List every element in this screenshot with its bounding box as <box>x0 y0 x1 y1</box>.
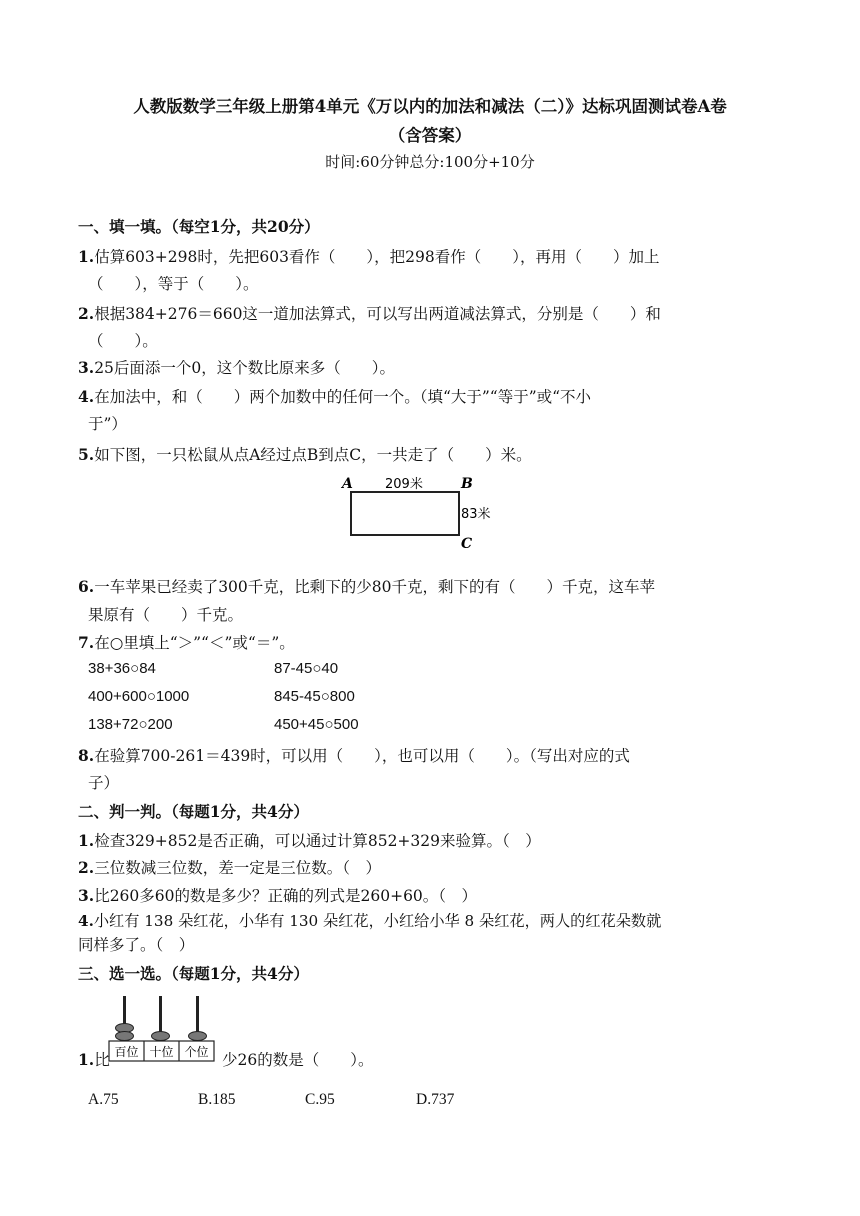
abacus-label-tens: 十位 <box>149 1045 174 1059</box>
s1-question-3 <box>78 356 395 378</box>
s2-question-4-line2: 同样多了。（ ） <box>78 936 195 954</box>
question-text: 小红有 138 朵红花，小华有 130 朵红花，小红给小华 8 朵红花，两人的红花朵数就 <box>93 912 662 930</box>
question-number: 5. <box>78 445 95 464</box>
question-number: 1. <box>78 1050 95 1069</box>
option-b: B.185 <box>198 1091 236 1108</box>
section1-heading: 一、填一填。（每空1分，共20分） <box>78 217 320 236</box>
s3-question-1-suffix: 少26的数是（ ）。 <box>222 1051 374 1069</box>
question-text: 比 <box>94 1051 110 1069</box>
option-c: C.95 <box>305 1091 335 1108</box>
question-text: 25后面添一个0，这个数比原来多（ ）。 <box>94 359 396 377</box>
question-number: 1. <box>78 247 95 266</box>
question-text: 估算603+298时，先把603看作（ ），把298看作（ ），再用（ ）加上 <box>94 248 660 266</box>
s1-question-6-line2: 果原有（ ）千克。 <box>88 606 244 624</box>
point-b-label: B <box>461 476 473 492</box>
s1-question-2 <box>78 302 661 324</box>
s1-question-6 <box>78 575 655 597</box>
question-number: 2. <box>78 858 95 877</box>
section2-heading: 二、判一判。（每题1分，共4分） <box>78 802 309 821</box>
compare-item: 845-45○800 <box>274 688 355 705</box>
doc-title-line2: （含答案） <box>388 126 472 145</box>
s1-question-5 <box>78 443 532 465</box>
question-number: 7. <box>78 633 95 652</box>
option-a: A.75 <box>88 1091 119 1108</box>
abacus-bead <box>152 1032 170 1041</box>
s1-question-7 <box>78 631 295 653</box>
question-text: 检查329+852是否正确，可以通过计算852+329来验算。（ ） <box>94 832 541 850</box>
s3-question-1-prefix <box>78 1048 110 1070</box>
rectangle-figure <box>335 472 505 552</box>
question-text: 在验算700-261＝439时，可以用（ ），也可以用（ ）。（写出对应的式 <box>94 747 630 765</box>
s1-question-2-line2: （ ）。 <box>88 332 158 350</box>
time-info: 时间:60分钟总分:100分+10分 <box>325 153 535 171</box>
rectangle-shape <box>351 492 459 535</box>
question-text: 根据384+276＝660这一道加法算式，可以写出两道减法算式，分别是（ ）和 <box>94 305 661 323</box>
s1-question-8-line2: 子） <box>88 774 120 792</box>
question-number: 3. <box>78 358 95 377</box>
question-number: 4. <box>78 387 95 406</box>
question-number: 1. <box>78 831 95 850</box>
side-length-label: 83米 <box>461 507 491 522</box>
s1-question-4 <box>78 385 591 407</box>
question-number: 6. <box>78 577 95 596</box>
s2-question-3 <box>78 884 477 906</box>
point-c-label: C <box>461 536 473 552</box>
s2-question-4 <box>78 910 661 931</box>
compare-item: 87-45○40 <box>274 660 339 677</box>
question-number: 8. <box>78 746 95 765</box>
abacus-figure <box>108 990 216 1066</box>
s1-question-4-line2: 于”） <box>88 415 127 433</box>
question-number: 2. <box>78 304 95 323</box>
compare-item: 138+72○200 <box>88 716 173 733</box>
abacus-bead <box>116 1032 134 1041</box>
compare-item: 450+45○500 <box>274 716 359 733</box>
s1-question-1 <box>78 245 660 267</box>
abacus-label-hundreds: 百位 <box>114 1045 139 1059</box>
compare-item: 38+36○84 <box>88 660 156 677</box>
s2-question-2 <box>78 856 381 878</box>
question-text: 如下图，一只松鼠从点A经过点B到点C，一共走了（ ）米。 <box>94 446 532 464</box>
question-text: 比260多60的数是多少？正确的列式是260+60。（ ） <box>94 887 478 905</box>
s1-question-1-line2: （ ），等于（ ）。 <box>88 275 259 293</box>
question-number: 4. <box>78 912 94 930</box>
question-text: 在○里填上“＞”“＜”或“＝”。 <box>94 634 295 652</box>
abacus-bead <box>189 1032 207 1041</box>
option-d: D.737 <box>416 1091 455 1108</box>
s2-question-1 <box>78 829 541 851</box>
point-a-label: A <box>342 476 353 492</box>
compare-item: 400+600○1000 <box>88 688 190 705</box>
doc-title-line1: 人教版数学三年级上册第4单元《万以内的加法和减法（二）》达标巩固测试卷A卷 <box>133 97 727 116</box>
question-number: 3. <box>78 886 95 905</box>
question-text: 在加法中，和（ ）两个加数中的任何一个。（填“大于”“等于”或“不小 <box>94 388 592 406</box>
question-text: 一车苹果已经卖了300千克，比剩下的少80千克，剩下的有（ ）千克，这车苹 <box>94 578 655 596</box>
abacus-label-ones: 个位 <box>184 1045 209 1059</box>
s1-question-8 <box>78 744 630 766</box>
question-text: 三位数减三位数，差一定是三位数。（ ） <box>94 859 381 877</box>
top-length-label: 209米 <box>385 477 423 492</box>
section3-heading: 三、选一选。（每题1分，共4分） <box>78 964 309 983</box>
